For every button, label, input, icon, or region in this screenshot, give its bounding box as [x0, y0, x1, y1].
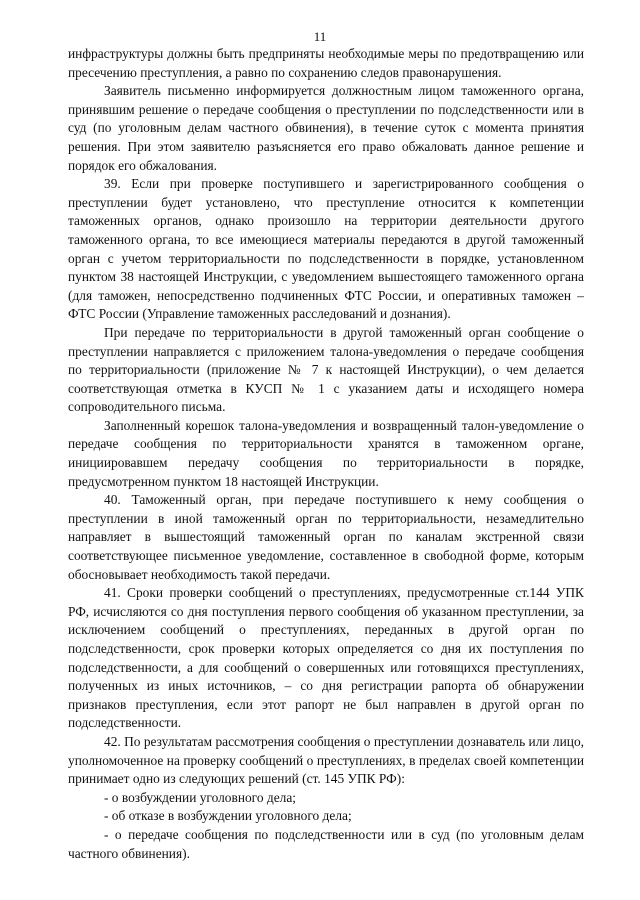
paragraph-applicant-notification: Заявитель письменно информируется должностным лицом таможенного органа, принявшим решение о передаче сообщения о преступлении по подследственности или в суд (по уголовным делам частного обвинения), в течение суток с момента принятия решения. При этом заявителю разъясняется его право обжаловать данное решение и порядок его обжалования. [68, 83, 584, 173]
page-body [68, 45, 584, 863]
list-item-initiate-case: - о возбуждении уголовного дела; [104, 789, 296, 805]
page-number: 11 [313, 29, 327, 44]
paragraph-clause-41: 41. Сроки проверки сообщений о преступлениях, предусмотренные ст.144 УПК РФ, исчисляются со дня поступления первого сообщения об указанном преступлении, за исключением сообщений о преступлениях, переданных в другой орган по подследственности, срок проверки которых определяется со дня их поступления по подследственности, а для сообщений о совершенных или готовящихся преступлениях, полученных из иных источников, – со дня регистрации рапорта об обнаружении признаков преступления, если этот рапорт не был направлен в другой орган по подследственности. [68, 585, 584, 731]
paragraph-continuation: инфраструктуры должны быть предприняты необходимые меры по предотвращению или пресечению преступления, а равно по сохранению следов правонарушения. [68, 46, 584, 80]
paragraph-clause-42: 42. По результатам рассмотрения сообщения о преступлении дознаватель или лицо, уполномоченное на проверку сообщений о преступлениях, в пределах своей компетенции принимает одно из следующих решений (ст. 145 УПК РФ): [68, 733, 584, 787]
paragraph-clause-39: 39. Если при проверке поступившего и зарегистрированного сообщения о преступлении будет установлено, что преступление относится к компетенции таможенных органов, однако произошло на территории деятельности другого таможенного органа, то все имеющиеся материалы передаются в другой таможенный орган с учетом территориальности по подследственности в порядке, установленном пунктом 38 настоящей Инструкции, с уведомлением вышестоящего таможенного органа (для таможен, непосредственно подчиненных ФТС России, и оперативных таможен – ФТС России (Управление таможенных расследований и дознания). [68, 176, 584, 322]
paragraph-notification-coupon: Заполненный корешок талона-уведомления и возвращенный талон-уведомление о передаче сообщения по территориальности хранятся в таможенном органе, инициировавшем передачу сообщения по территориальности в порядке, предусмотренном пунктом 18 настоящей Инструкции. [68, 417, 584, 489]
list-item-refuse-case: - об отказе в возбуждении уголовного дела; [104, 808, 352, 824]
paragraph-territorial-transfer: При передаче по территориальности в другой таможенный орган сообщение о преступлении направляется с приложением талона-уведомления о передаче сообщения по территориальности (приложение № 7 к настоящей Инструкции), о чем делается соответствующая отметка в КУСП № 1 с указанием даты и исходящего номера сопроводительного письма. [68, 324, 584, 415]
paragraph-clause-40: 40. Таможенный орган, при передаче поступившего к нему сообщения о преступлении в иной таможенный орган по территориальности, незамедлительно направляет в вышестоящий таможенный орган по каналам экстренной связи соответствующее письменное уведомление, составленное в свободной форме, которым обосновывает необходимость такой передачи. [68, 492, 584, 582]
list-item-transfer-report: - о передаче сообщения по подследственности или в суд (по уголовным делам частного обвинения). [68, 826, 584, 861]
